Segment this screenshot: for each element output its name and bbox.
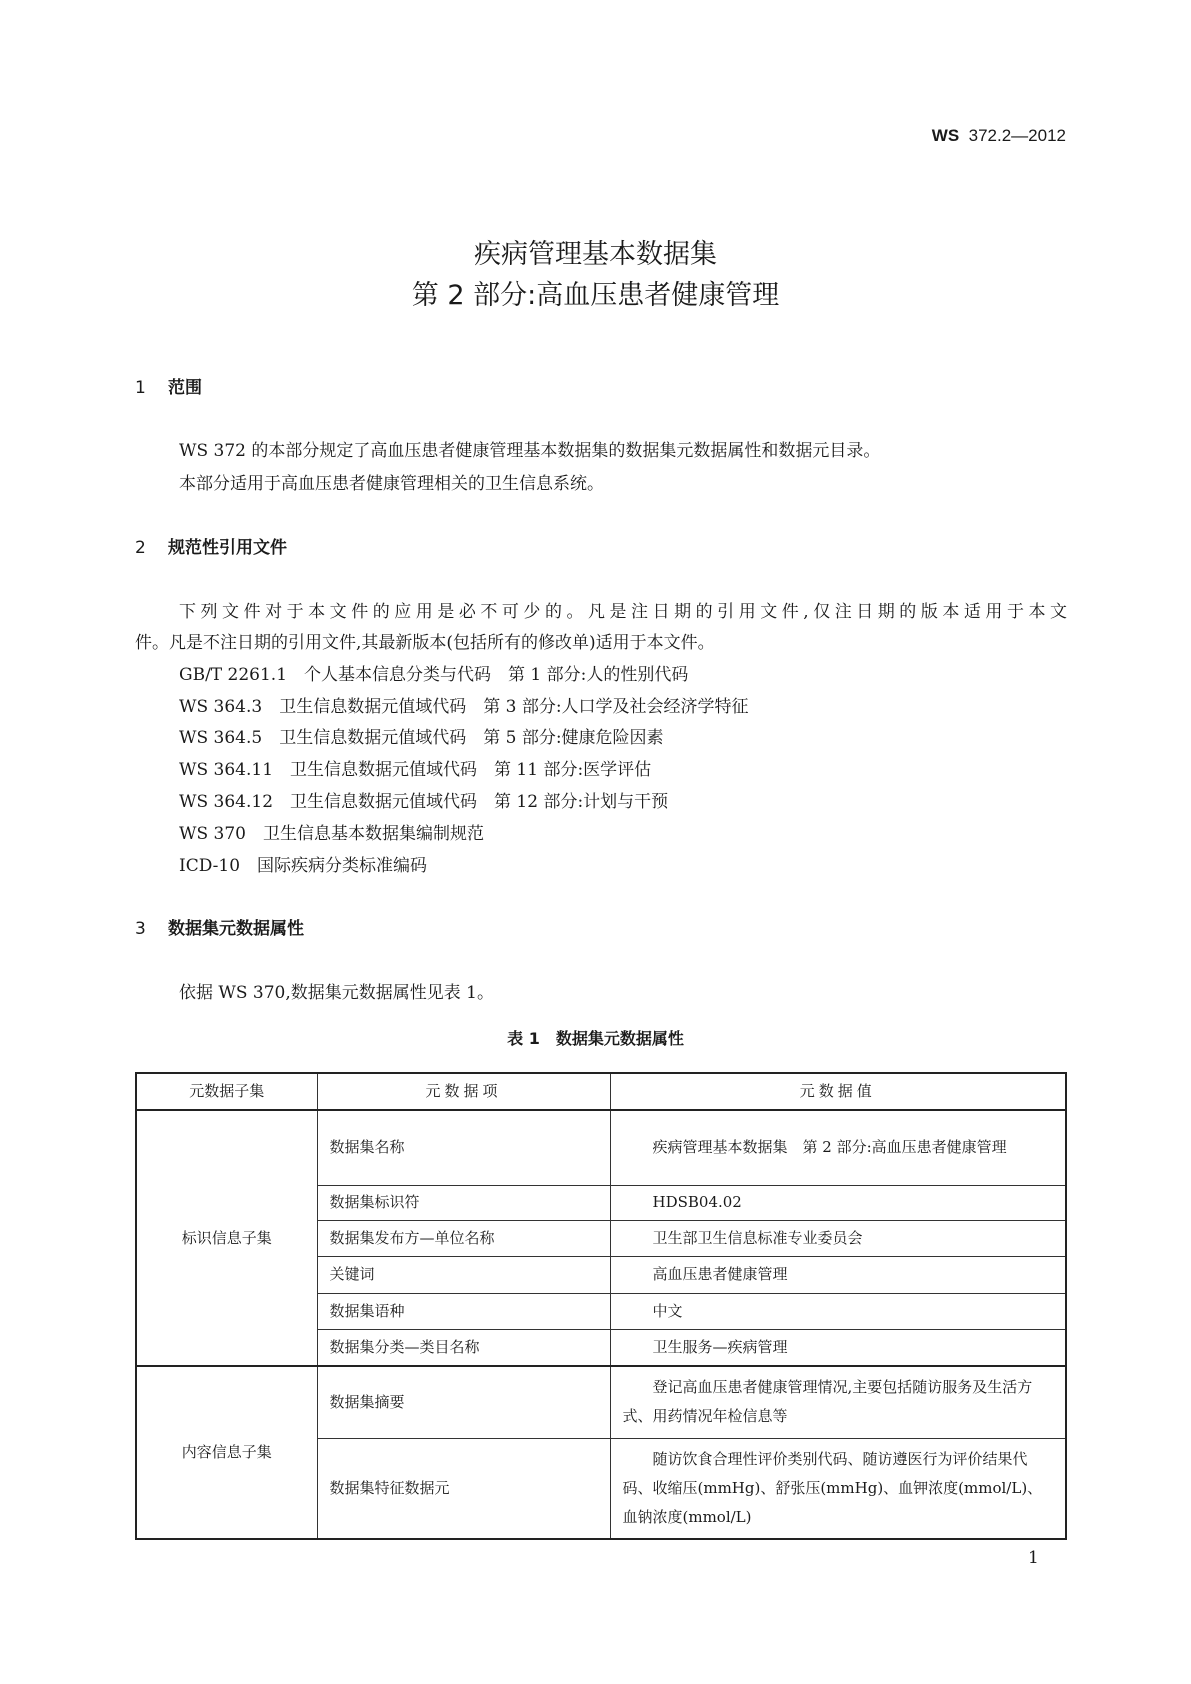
table-row	[136, 1366, 1066, 1438]
value-cell: HDSB04.02	[610, 1185, 1066, 1220]
reference-item: GB/T 2261.1 个人基本信息分类与代码 第 1 部分:人的性别代码	[179, 665, 689, 685]
reference-item: WS 370 卫生信息基本数据集编制规范	[179, 824, 484, 844]
reference-item: WS 364.12 卫生信息数据元值域代码 第 12 部分:计划与干预	[179, 792, 669, 812]
section-heading-2: 2 规范性引用文件	[135, 538, 287, 558]
paragraph: WS 372 的本部分规定了高血压患者健康管理基本数据集的数据集元数据属性和数据元目录。	[179, 441, 881, 461]
value-cell: 登记高血压患者健康管理情况,主要包括随访服务及生活方式、用药情况年检信息等	[610, 1366, 1066, 1438]
paragraph: 下列文件对于本文件的应用是必不可少的。凡是注日期的引用文件,仅注日期的版本适用于本文	[179, 602, 1067, 622]
metadata-table	[135, 1072, 1067, 1540]
page-number: 1	[1028, 1548, 1039, 1568]
item-cell: 关键词	[317, 1256, 610, 1293]
item-cell: 数据集标识符	[317, 1185, 610, 1220]
item-cell: 数据集特征数据元	[317, 1438, 610, 1539]
reference-item: ICD-10 国际疾病分类标准编码	[179, 856, 428, 876]
value-cell: 卫生服务—疾病管理	[610, 1329, 1066, 1366]
table-caption: 表 1 数据集元数据属性	[507, 1029, 684, 1048]
item-cell: 数据集摘要	[317, 1366, 610, 1438]
paragraph: 本部分适用于高血压患者健康管理相关的卫生信息系统。	[179, 474, 604, 494]
paragraph: 依据 WS 370,数据集元数据属性见表 1。	[179, 983, 494, 1003]
table-header-row	[136, 1073, 1066, 1110]
item-cell: 数据集发布方—单位名称	[317, 1220, 610, 1256]
reference-item: WS 364.5 卫生信息数据元值域代码 第 5 部分:健康危险因素	[179, 728, 664, 748]
reference-item: WS 364.3 卫生信息数据元值域代码 第 3 部分:人口学及社会经济学特征	[179, 697, 749, 717]
paragraph: 件。凡是不注日期的引用文件,其最新版本(包括所有的修改单)适用于本文件。	[135, 633, 715, 653]
doc-subtitle: 第 2 部分:高血压患者健康管理	[411, 280, 780, 311]
doc-title: 疾病管理基本数据集	[474, 239, 717, 270]
column-header: 元数据项	[317, 1073, 610, 1110]
value-cell: 随访饮食合理性评价类别代码、随访遵医行为评价结果代码、收缩压(mmHg)、舒张压(mmHg)、血钾浓度(mmol/L)、血钠浓度(mmol/L)	[610, 1438, 1066, 1539]
table-row	[136, 1110, 1066, 1185]
value-cell: 中文	[610, 1293, 1066, 1329]
value-cell: 卫生部卫生信息标准专业委员会	[610, 1220, 1066, 1256]
item-cell: 数据集分类—类目名称	[317, 1329, 610, 1366]
section-heading-3: 3 数据集元数据属性	[135, 919, 304, 939]
value-cell: 疾病管理基本数据集 第 2 部分:高血压患者健康管理	[610, 1110, 1066, 1185]
group-cell: 标识信息子集	[136, 1110, 317, 1366]
section-heading-1: 1 范围	[135, 378, 202, 398]
item-cell: 数据集语种	[317, 1293, 610, 1329]
item-cell: 数据集名称	[317, 1110, 610, 1185]
column-header: 元数据子集	[136, 1073, 317, 1110]
reference-item: WS 364.11 卫生信息数据元值域代码 第 11 部分:医学评估	[179, 760, 652, 780]
column-header: 元数据值	[610, 1073, 1066, 1110]
value-cell: 高血压患者健康管理	[610, 1256, 1066, 1293]
group-cell: 内容信息子集	[136, 1366, 317, 1539]
standard-number: WS 372.2—2012	[931, 126, 1066, 145]
